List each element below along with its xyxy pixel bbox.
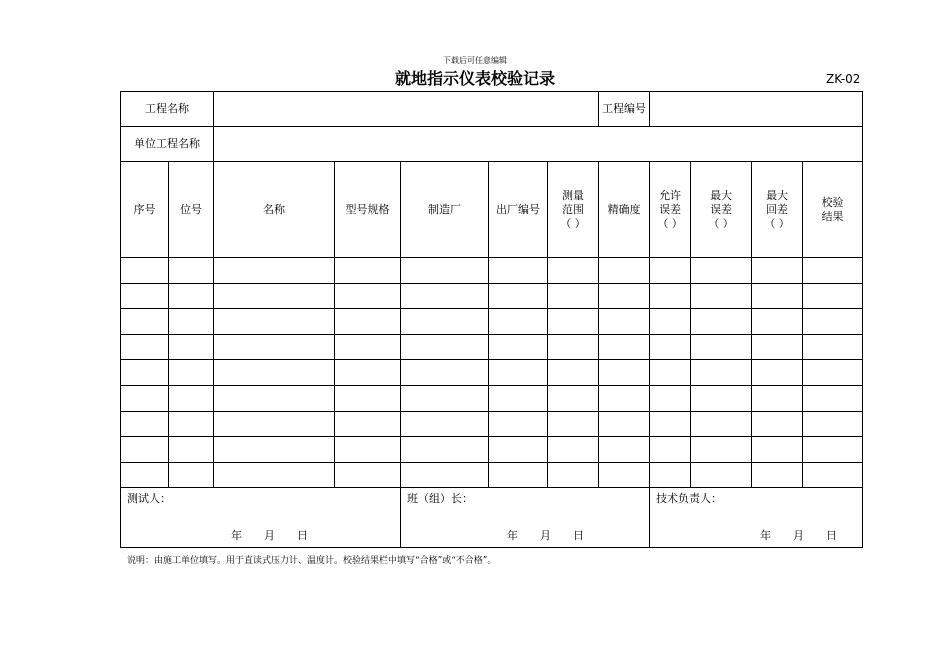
- table-cell[interactable]: [169, 360, 214, 386]
- table-cell[interactable]: [401, 385, 489, 411]
- table-cell[interactable]: [650, 334, 691, 360]
- table-cell[interactable]: [489, 309, 548, 335]
- table-cell[interactable]: [214, 437, 335, 463]
- table-cell[interactable]: [489, 437, 548, 463]
- table-cell[interactable]: [548, 462, 599, 488]
- table-cell[interactable]: [803, 437, 863, 463]
- table-cell[interactable]: [752, 360, 803, 386]
- col-allowed-error: 允许 误差 （ ）: [650, 162, 691, 258]
- table-cell[interactable]: [691, 283, 752, 309]
- table-cell[interactable]: [214, 334, 335, 360]
- table-cell[interactable]: [169, 437, 214, 463]
- table-cell[interactable]: [335, 360, 401, 386]
- project-number-label: 工程编号: [599, 92, 650, 127]
- table-cell[interactable]: [599, 411, 650, 437]
- table-cell[interactable]: [214, 385, 335, 411]
- table-cell[interactable]: [548, 309, 599, 335]
- table-row: [121, 258, 863, 284]
- table-cell[interactable]: [169, 462, 214, 488]
- table-cell[interactable]: [752, 411, 803, 437]
- table-cell[interactable]: [401, 283, 489, 309]
- col-accuracy: 精确度: [599, 162, 650, 258]
- col-seq: 序号: [121, 162, 169, 258]
- table-cell[interactable]: [650, 309, 691, 335]
- table-cell[interactable]: [335, 258, 401, 284]
- table-cell[interactable]: [401, 462, 489, 488]
- table-cell[interactable]: [803, 411, 863, 437]
- form-code: ZK-02: [826, 72, 861, 86]
- table-cell[interactable]: [121, 462, 169, 488]
- table-cell[interactable]: [548, 437, 599, 463]
- team-leader-date: 年 月 日: [507, 529, 584, 543]
- table-cell[interactable]: [401, 334, 489, 360]
- table-cell[interactable]: [121, 437, 169, 463]
- data-rows: [121, 258, 863, 488]
- table-row: [121, 334, 863, 360]
- table-cell[interactable]: [650, 411, 691, 437]
- table-cell[interactable]: [489, 283, 548, 309]
- table-cell[interactable]: [691, 411, 752, 437]
- table-row: [121, 411, 863, 437]
- table-cell[interactable]: [401, 437, 489, 463]
- table-cell[interactable]: [691, 462, 752, 488]
- team-leader-label: 班（组）长：: [407, 492, 473, 506]
- table-cell[interactable]: [214, 360, 335, 386]
- tester-label: 测试人：: [127, 492, 171, 506]
- table-cell[interactable]: [691, 258, 752, 284]
- table-cell[interactable]: [691, 360, 752, 386]
- unit-project-name-label: 单位工程名称: [121, 127, 214, 162]
- table-cell[interactable]: [803, 360, 863, 386]
- table-cell[interactable]: [335, 309, 401, 335]
- table-cell[interactable]: [335, 411, 401, 437]
- footnote: 说明：由施工单位填写。用于直读式压力计、温度计。校验结果栏中填写“合格”或“不合格”。: [127, 556, 497, 566]
- table-cell[interactable]: [599, 360, 650, 386]
- table-cell[interactable]: [599, 309, 650, 335]
- project-number-field[interactable]: [650, 92, 863, 127]
- table-cell[interactable]: [691, 334, 752, 360]
- table-cell[interactable]: [752, 334, 803, 360]
- table-cell[interactable]: [548, 258, 599, 284]
- table-cell[interactable]: [548, 283, 599, 309]
- table-cell[interactable]: [335, 283, 401, 309]
- table-cell[interactable]: [335, 385, 401, 411]
- table-row: [121, 462, 863, 488]
- table-cell[interactable]: [169, 411, 214, 437]
- table-cell[interactable]: [489, 334, 548, 360]
- table-cell[interactable]: [401, 411, 489, 437]
- table-cell[interactable]: [599, 437, 650, 463]
- header-row: [121, 162, 863, 258]
- table-cell[interactable]: [489, 462, 548, 488]
- table-cell[interactable]: [752, 309, 803, 335]
- table-cell[interactable]: [650, 283, 691, 309]
- project-name-field[interactable]: [214, 92, 599, 127]
- unit-project-name-field[interactable]: [214, 127, 863, 162]
- tech-lead-cell[interactable]: [650, 488, 863, 548]
- table-cell[interactable]: [752, 385, 803, 411]
- page-title: 就地指示仪表校验记录: [394, 69, 555, 88]
- table-row: [121, 385, 863, 411]
- table-cell[interactable]: [752, 283, 803, 309]
- table-cell[interactable]: [803, 283, 863, 309]
- table-cell[interactable]: [548, 334, 599, 360]
- col-range: 测量 范围 （ ）: [548, 162, 599, 258]
- table-cell[interactable]: [169, 283, 214, 309]
- table-cell[interactable]: [335, 462, 401, 488]
- table-cell[interactable]: [650, 462, 691, 488]
- table-cell[interactable]: [169, 334, 214, 360]
- table-cell[interactable]: [599, 334, 650, 360]
- col-max-error: 最大 误差 （ ）: [691, 162, 752, 258]
- table-cell[interactable]: [335, 437, 401, 463]
- table-cell[interactable]: [489, 411, 548, 437]
- table-cell[interactable]: [214, 283, 335, 309]
- col-model: 型号规格: [335, 162, 401, 258]
- table-cell[interactable]: [214, 309, 335, 335]
- project-name-label: 工程名称: [121, 92, 214, 127]
- table-cell[interactable]: [121, 411, 169, 437]
- table-row: [121, 309, 863, 335]
- table-cell[interactable]: [214, 462, 335, 488]
- table-cell[interactable]: [752, 462, 803, 488]
- col-max-hysteresis: 最大 回差 （ ）: [752, 162, 803, 258]
- signature-row: [121, 488, 863, 548]
- table-cell[interactable]: [650, 360, 691, 386]
- col-serial: 出厂编号: [489, 162, 548, 258]
- project-row: [121, 92, 863, 127]
- table-cell[interactable]: [121, 283, 169, 309]
- tech-lead-date: 年 月 日: [760, 529, 838, 543]
- col-result: 校验 结果: [803, 162, 863, 258]
- table-cell[interactable]: [691, 437, 752, 463]
- table-cell[interactable]: [214, 258, 335, 284]
- table-cell[interactable]: [599, 283, 650, 309]
- table-cell[interactable]: [548, 360, 599, 386]
- tester-date: 年 月 日: [231, 529, 308, 543]
- table-cell[interactable]: [548, 385, 599, 411]
- table-cell[interactable]: [650, 258, 691, 284]
- table-cell[interactable]: [121, 334, 169, 360]
- table-cell[interactable]: [214, 411, 335, 437]
- table-cell[interactable]: [803, 309, 863, 335]
- table-cell[interactable]: [121, 309, 169, 335]
- table-row: [121, 437, 863, 463]
- col-tag: 位号: [169, 162, 214, 258]
- table-row: [121, 283, 863, 309]
- table-cell[interactable]: [803, 385, 863, 411]
- calibration-form: [120, 91, 863, 548]
- table-cell[interactable]: [803, 334, 863, 360]
- table-cell[interactable]: [599, 385, 650, 411]
- unit-project-row: [121, 127, 863, 162]
- table-cell[interactable]: [691, 309, 752, 335]
- table-cell[interactable]: [752, 258, 803, 284]
- table-cell[interactable]: [169, 309, 214, 335]
- table-cell[interactable]: [489, 385, 548, 411]
- table-cell[interactable]: [489, 360, 548, 386]
- tech-lead-label: 技术负责人：: [656, 492, 723, 506]
- table-cell[interactable]: [650, 385, 691, 411]
- table-cell[interactable]: [599, 258, 650, 284]
- table-cell[interactable]: [121, 385, 169, 411]
- table-cell[interactable]: [121, 360, 169, 386]
- table-cell[interactable]: [401, 258, 489, 284]
- download-note: 下载后可任意编辑: [443, 56, 507, 65]
- table-cell[interactable]: [599, 462, 650, 488]
- table-cell[interactable]: [752, 437, 803, 463]
- table-cell[interactable]: [650, 437, 691, 463]
- table-cell[interactable]: [335, 334, 401, 360]
- table-cell[interactable]: [803, 462, 863, 488]
- table-cell[interactable]: [121, 258, 169, 284]
- col-maker: 制造厂: [401, 162, 489, 258]
- table-cell[interactable]: [401, 360, 489, 386]
- tester-cell[interactable]: [121, 488, 401, 548]
- team-leader-cell[interactable]: [401, 488, 650, 548]
- table-cell[interactable]: [548, 411, 599, 437]
- table-cell[interactable]: [691, 385, 752, 411]
- table-cell[interactable]: [489, 258, 548, 284]
- table-cell[interactable]: [169, 385, 214, 411]
- table-row: [121, 360, 863, 386]
- table-cell[interactable]: [803, 258, 863, 284]
- table-cell[interactable]: [169, 258, 214, 284]
- table-cell[interactable]: [401, 309, 489, 335]
- col-name: 名称: [214, 162, 335, 258]
